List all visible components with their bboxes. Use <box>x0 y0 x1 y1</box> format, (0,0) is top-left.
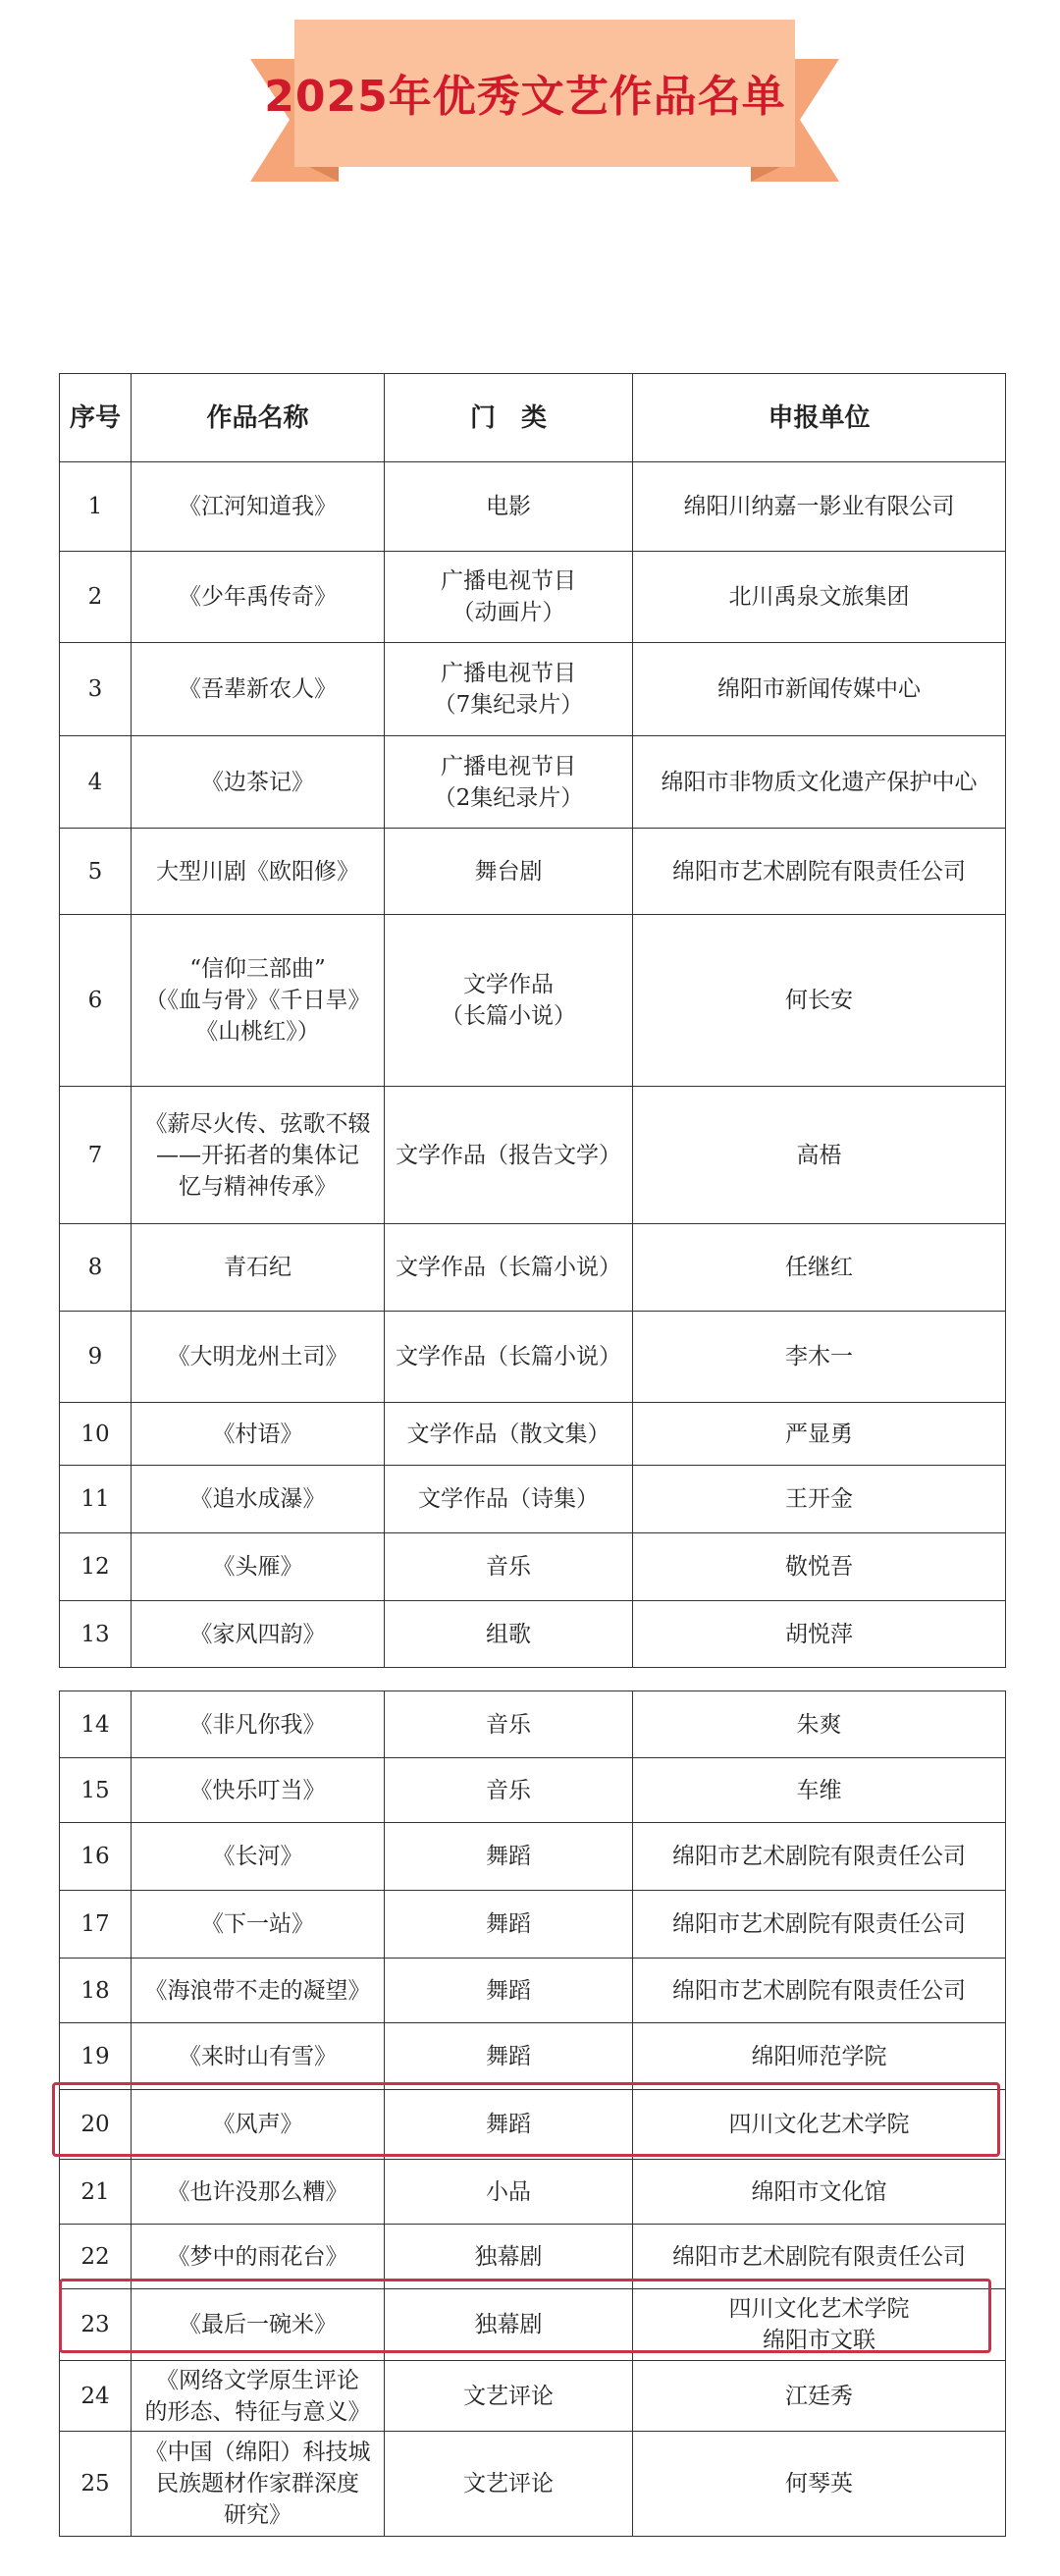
cell-category-line: 音乐 <box>486 1777 531 1803</box>
cell-name <box>132 1691 385 1758</box>
cell-name-line: 民族题材作家群深度 <box>156 2471 359 2496</box>
cell-name-line: 《快乐叮当》 <box>189 1777 326 1803</box>
cell-category <box>385 1466 633 1533</box>
table-row <box>60 1601 1006 1668</box>
cell-name-line: 《风声》 <box>212 2112 303 2137</box>
cell-name-line: 忆与精神传承》 <box>179 1173 337 1200</box>
cell-name <box>132 1466 385 1533</box>
cell-name-line: 《下一站》 <box>201 1911 314 1937</box>
cell-category-line: 舞蹈 <box>486 1911 531 1937</box>
table-row <box>60 1758 1006 1823</box>
cell-category-line: 小品 <box>486 2178 531 2205</box>
cell-unit-line: 绵阳市非物质文化遗产保护中心 <box>661 769 978 795</box>
cell-name <box>132 1087 385 1224</box>
cell-unit-line: 何长安 <box>785 988 853 1013</box>
cell-category <box>385 1959 633 2023</box>
cell-unit-line: 任继红 <box>785 1255 853 1280</box>
cell-category-line: 文学作品（长篇小说） <box>396 1255 621 1280</box>
cell-category <box>385 1691 633 1758</box>
cell-category <box>385 736 633 829</box>
cell-unit <box>633 2361 1006 2432</box>
cell-category-line: 舞台剧 <box>474 858 543 885</box>
cell-category <box>385 1087 633 1224</box>
cell-name-line: ——开拓者的集体记 <box>156 1142 359 1168</box>
cell-no: 18 <box>60 1959 132 2023</box>
cell-unit <box>633 1087 1006 1224</box>
table-header-row <box>60 374 1006 462</box>
cell-category-line: 文学作品（报告文学） <box>396 1142 621 1168</box>
cell-name-line: 《中国（绵阳）科技城 <box>144 2440 371 2465</box>
cell-name-line: 《长河》 <box>212 1844 303 1869</box>
cell-category-line: （2集纪录片） <box>433 784 584 811</box>
cell-unit <box>633 2160 1006 2225</box>
cell-category <box>385 2432 633 2537</box>
cell-category <box>385 1758 633 1823</box>
cell-name <box>132 829 385 915</box>
cell-category <box>385 643 633 736</box>
cell-no: 24 <box>60 2361 132 2432</box>
cell-category-line: 广播电视节目 <box>441 568 576 594</box>
cell-unit <box>633 643 1006 736</box>
cell-category-line: （7集纪录片） <box>433 692 584 718</box>
cell-category-line: 广播电视节目 <box>441 661 576 686</box>
cell-category <box>385 1312 633 1403</box>
cell-name-line: 《村语》 <box>212 1421 303 1447</box>
cell-unit-line: 绵阳市艺术剧院有限责任公司 <box>672 1977 966 2004</box>
cell-name-line: 《薪尽火传、弦歌不辍 <box>144 1110 371 1137</box>
cell-no: 23 <box>60 2289 132 2361</box>
cell-name-line: （《血与骨》《千日旱》 <box>144 988 371 1013</box>
cell-unit-line: 绵阳师范学院 <box>751 2043 887 2069</box>
cell-unit <box>633 736 1006 829</box>
cell-unit <box>633 1758 1006 1823</box>
cell-name <box>132 1224 385 1312</box>
cell-no: 11 <box>60 1466 132 1533</box>
cell-name <box>132 1891 385 1959</box>
cell-category <box>385 2361 633 2432</box>
table-row <box>60 2160 1006 2225</box>
cell-category-line: 音乐 <box>486 1554 531 1580</box>
cell-no: 3 <box>60 643 132 736</box>
table-row <box>60 1691 1006 1758</box>
cell-category <box>385 1891 633 1959</box>
cell-no: 16 <box>60 1823 132 1891</box>
table-row <box>60 552 1006 643</box>
cell-unit-line: 朱爽 <box>796 1711 842 1738</box>
cell-category <box>385 552 633 643</box>
cell-no: 4 <box>60 736 132 829</box>
cell-name <box>132 1823 385 1891</box>
cell-name-line: 《非凡你我》 <box>189 1711 326 1738</box>
cell-name-line: 《边茶记》 <box>201 769 314 795</box>
cell-no: 10 <box>60 1403 132 1466</box>
cell-name <box>132 736 385 829</box>
cell-name <box>132 1403 385 1466</box>
header-category: 门 类 <box>385 374 633 462</box>
cell-category-line: 广播电视节目 <box>441 753 576 779</box>
cell-category-line: （长篇小说） <box>441 1003 576 1029</box>
cell-category-line: 文艺评论 <box>463 2383 554 2409</box>
table-row <box>60 462 1006 552</box>
cell-category-line: 文艺评论 <box>463 2471 554 2496</box>
cell-name-line: 《梦中的雨花台》 <box>167 2243 348 2270</box>
cell-category <box>385 1224 633 1312</box>
cell-no: 1 <box>60 462 132 552</box>
cell-unit <box>633 1823 1006 1891</box>
table-row <box>60 2361 1006 2432</box>
cell-unit <box>633 1466 1006 1533</box>
cell-name-line: 《最后一碗米》 <box>179 2312 337 2337</box>
cell-no: 14 <box>60 1691 132 1758</box>
cell-category <box>385 915 633 1087</box>
cell-category-line: 文学作品（诗集） <box>418 1486 599 1512</box>
cell-name-line: 《海浪带不走的凝望》 <box>144 1977 371 2004</box>
cell-unit-line: 严显勇 <box>785 1421 853 1447</box>
cell-unit-line: 四川文化艺术学院 <box>728 2112 910 2137</box>
table-row <box>60 1533 1006 1601</box>
cell-name <box>132 1533 385 1601</box>
cell-category-line: 舞蹈 <box>486 2043 531 2069</box>
table-row <box>60 915 1006 1087</box>
cell-name-line: 《网络文学原生评论 <box>156 2367 359 2393</box>
cell-category-line: 舞蹈 <box>486 1844 531 1869</box>
highlight-row-23 <box>59 2279 991 2353</box>
cell-unit <box>633 915 1006 1087</box>
cell-category <box>385 462 633 552</box>
cell-name <box>132 2361 385 2432</box>
cell-unit <box>633 1691 1006 1758</box>
cell-name <box>132 915 385 1087</box>
cell-unit-line: 绵阳市文化馆 <box>751 2178 887 2205</box>
cell-no: 25 <box>60 2432 132 2537</box>
cell-no: 20 <box>60 2090 132 2160</box>
cell-name-line: 《来时山有雪》 <box>179 2043 337 2069</box>
cell-no: 8 <box>60 1224 132 1312</box>
table-row <box>60 2432 1006 2537</box>
cell-unit <box>633 2023 1006 2090</box>
header-unit: 申报单位 <box>633 374 1006 462</box>
cell-name <box>132 1758 385 1823</box>
cell-name <box>132 2023 385 2090</box>
cell-name-line: 《山桃红》） <box>195 1019 320 1045</box>
cell-unit-line: 绵阳川纳嘉一影业有限公司 <box>683 494 955 519</box>
cell-unit-line: 敬悦吾 <box>785 1554 853 1580</box>
cell-category-line: 音乐 <box>486 1711 531 1738</box>
cell-name <box>132 2432 385 2537</box>
table-row <box>60 2023 1006 2090</box>
cell-unit <box>633 2432 1006 2537</box>
cell-unit-line: 李木一 <box>785 1344 853 1369</box>
cell-no: 15 <box>60 1758 132 1823</box>
cell-name <box>132 1601 385 1668</box>
cell-name-line: 《少年禹传奇》 <box>179 584 337 610</box>
cell-category <box>385 1823 633 1891</box>
cell-unit-line: 王开金 <box>785 1486 853 1512</box>
cell-unit <box>633 1601 1006 1668</box>
cell-name <box>132 462 385 552</box>
header-name: 作品名称 <box>132 374 385 462</box>
table-row <box>60 1823 1006 1891</box>
cell-category-line: 文学作品（长篇小说） <box>396 1344 621 1369</box>
header-no: 序号 <box>60 374 132 462</box>
cell-name <box>132 1312 385 1403</box>
cell-name-line: 《大明龙州土司》 <box>167 1344 348 1369</box>
cell-unit-line: 绵阳市艺术剧院有限责任公司 <box>672 858 966 885</box>
cell-no: 17 <box>60 1891 132 1959</box>
cell-category-line: 独幕剧 <box>474 2312 543 2337</box>
cell-unit <box>633 1312 1006 1403</box>
cell-unit <box>633 1403 1006 1466</box>
cell-name <box>132 552 385 643</box>
table-body-1 <box>60 462 1006 1668</box>
table-row <box>60 736 1006 829</box>
cell-category <box>385 2023 633 2090</box>
cell-name-line: 研究》 <box>224 2502 292 2528</box>
cell-unit <box>633 552 1006 643</box>
table-row <box>60 1312 1006 1403</box>
cell-category-line: 舞蹈 <box>486 2112 531 2137</box>
cell-unit-line: 绵阳市艺术剧院有限责任公司 <box>672 1844 966 1869</box>
cell-no: 5 <box>60 829 132 915</box>
cell-no: 6 <box>60 915 132 1087</box>
cell-name-line: 《追水成瀑》 <box>189 1486 326 1512</box>
cell-no: 21 <box>60 2160 132 2225</box>
awards-table-part-1 <box>59 373 1006 1668</box>
cell-category-line: 独幕剧 <box>474 2243 543 2270</box>
cell-category-line: 电影 <box>486 494 531 519</box>
cell-unit-line: 高梧 <box>796 1142 842 1168</box>
cell-no: 22 <box>60 2225 132 2289</box>
cell-category-line: 文学作品 <box>463 972 554 997</box>
cell-no: 7 <box>60 1087 132 1224</box>
cell-unit-line: 胡悦萍 <box>785 1621 853 1647</box>
cell-category-line: 舞蹈 <box>486 1977 531 2004</box>
cell-name-line: 大型川剧《欧阳修》 <box>156 858 359 885</box>
cell-name-line: 青石纪 <box>224 1255 292 1280</box>
table-row <box>60 829 1006 915</box>
cell-name-line: 《江河知道我》 <box>179 494 337 519</box>
cell-category-line: （动画片） <box>451 600 565 625</box>
cell-unit-line: 何琴英 <box>785 2471 853 2496</box>
cell-unit-line: 车维 <box>796 1777 842 1803</box>
cell-unit-line: 江廷秀 <box>785 2383 853 2409</box>
cell-unit-line: 绵阳市艺术剧院有限责任公司 <box>672 2243 966 2270</box>
cell-name <box>132 1959 385 2023</box>
cell-unit-line: 绵阳市艺术剧院有限责任公司 <box>672 1911 966 1937</box>
table-row <box>60 1466 1006 1533</box>
highlight-row-20 <box>52 2082 1000 2157</box>
cell-category-line: 组歌 <box>486 1621 531 1647</box>
cell-unit <box>633 1533 1006 1601</box>
table-row <box>60 1224 1006 1312</box>
table-row <box>60 1891 1006 1959</box>
cell-name-line: 《家风四韵》 <box>189 1621 326 1647</box>
cell-name-line: 《也许没那么糟》 <box>167 2178 348 2205</box>
cell-name-line: 《吾辈新农人》 <box>179 676 337 702</box>
cell-category <box>385 1601 633 1668</box>
table-row <box>60 1959 1006 2023</box>
cell-category <box>385 1403 633 1466</box>
cell-unit <box>633 1959 1006 2023</box>
page-title: 2025年优秀文艺作品名单 <box>264 72 786 122</box>
cell-name <box>132 643 385 736</box>
cell-no: 12 <box>60 1533 132 1601</box>
table-row <box>60 1087 1006 1224</box>
cell-unit-line: 四川文化艺术学院 <box>728 2296 910 2322</box>
cell-unit <box>633 829 1006 915</box>
cell-unit <box>633 1891 1006 1959</box>
cell-name <box>132 2160 385 2225</box>
cell-unit-line: 绵阳市文联 <box>763 2328 875 2353</box>
cell-no: 9 <box>60 1312 132 1403</box>
cell-no: 13 <box>60 1601 132 1668</box>
cell-no: 2 <box>60 552 132 643</box>
cell-category <box>385 1533 633 1601</box>
cell-category <box>385 829 633 915</box>
cell-no: 19 <box>60 2023 132 2090</box>
cell-name-line: “信仰三部曲” <box>189 956 326 982</box>
cell-category <box>385 2160 633 2225</box>
table-row <box>60 1403 1006 1466</box>
table-row <box>60 643 1006 736</box>
cell-unit-line: 绵阳市新闻传媒中心 <box>717 676 921 702</box>
cell-name-line: 的形态、特征与意义》 <box>144 2398 371 2425</box>
cell-name-line: 《头雁》 <box>212 1554 303 1580</box>
cell-category-line: 文学作品（散文集） <box>406 1421 610 1447</box>
cell-unit <box>633 1224 1006 1312</box>
cell-unit-line: 北川禹泉文旅集团 <box>728 584 910 610</box>
cell-unit <box>633 462 1006 552</box>
